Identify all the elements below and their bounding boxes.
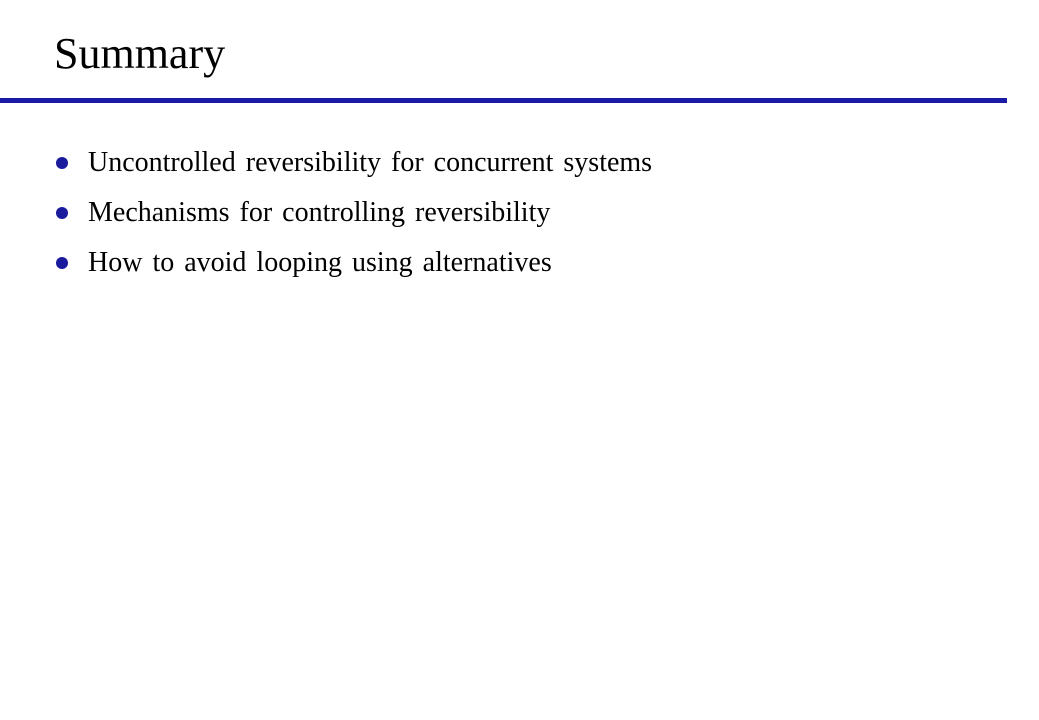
slide-title: Summary (54, 29, 226, 78)
bullet-item (54, 238, 652, 288)
bullet-item (54, 188, 652, 238)
bullet-text: How to avoid looping using alternatives (88, 247, 552, 278)
bullet-list (54, 138, 652, 288)
title-divider (0, 98, 1007, 103)
bullet-dot-icon (56, 257, 68, 269)
bullet-text: Uncontrolled reversibility for concurrent systems (88, 147, 653, 178)
bullet-item (54, 138, 652, 188)
bullet-dot-icon (56, 207, 68, 219)
bullet-text: Mechanisms for controlling reversibility (88, 197, 551, 228)
bullet-dot-icon (56, 157, 68, 169)
